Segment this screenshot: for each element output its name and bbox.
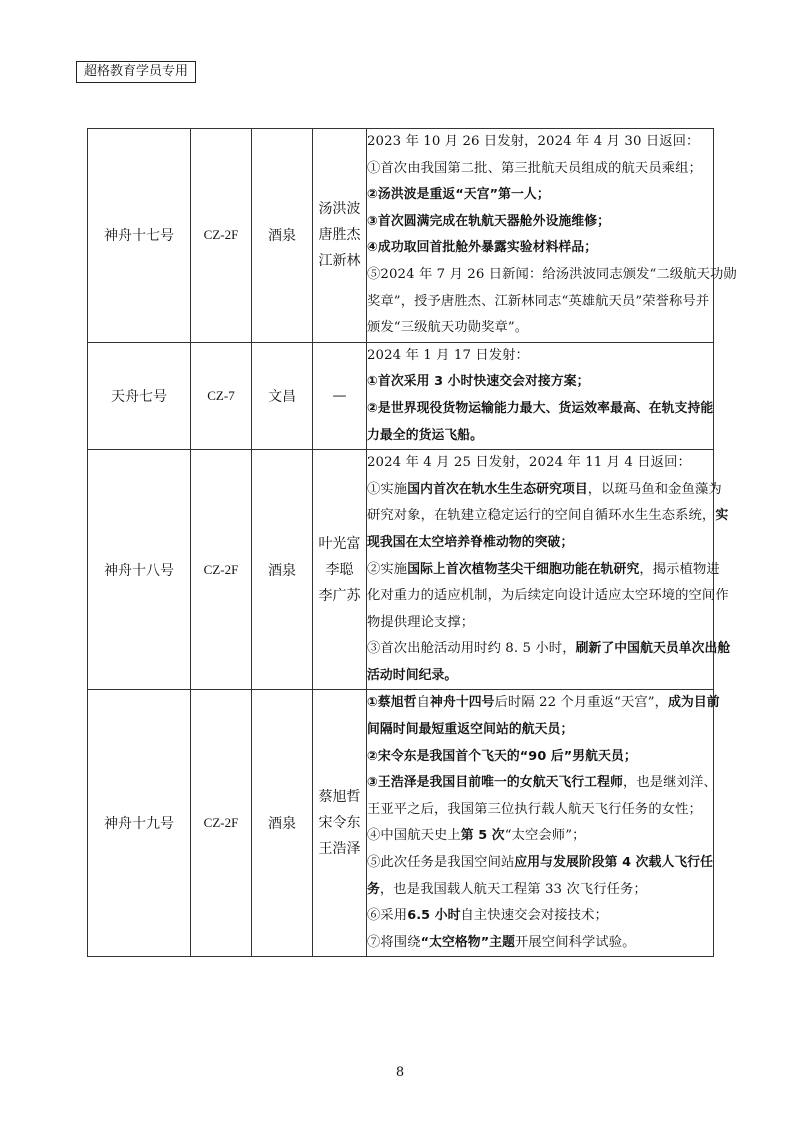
note-line	[367, 690, 720, 717]
note-text: ，揭示植物进	[639, 561, 720, 577]
note-line	[367, 477, 722, 504]
note-text: 奖章”，授予唐胜杰、江新林同志“英雄航天员”荣誉称号并	[367, 293, 710, 309]
notes-cell	[367, 129, 737, 343]
note-text-bold: 务	[367, 881, 380, 897]
launch-site: 酒泉	[252, 129, 313, 343]
note-line	[367, 530, 713, 557]
note-text-bold: ③王浩泽是我国目前唯一的女航天飞行工程师	[367, 775, 623, 791]
note-text: ①实施	[367, 481, 408, 497]
note-line	[367, 209, 713, 236]
note-text: 王亚平之后，我国第三位执行载人航天飞行任务的女性；	[367, 801, 702, 817]
note-line	[367, 423, 713, 450]
note-text-bold: 应用与发展阶段第 4 次载人飞行任	[514, 855, 714, 871]
crew-member: 江新林	[318, 253, 361, 270]
note-text: 后时隔 22 个月重返“天宫”，	[494, 695, 669, 711]
mission-name: 神舟十九号	[88, 690, 191, 957]
notes-cell	[367, 450, 731, 690]
note-text: 2023 年 10 月 26 日发射，2024 年 4 月 30 日返回：	[367, 134, 700, 149]
note-line	[367, 129, 713, 156]
note-text-bold: 现我国在太空培养脊椎动物的突破；	[367, 534, 574, 550]
note-text: 颁发“三级航天功勋奖章”。	[367, 320, 529, 336]
rocket-model: CZ-7	[191, 342, 252, 449]
mission-name: 天舟七号	[88, 342, 191, 449]
note-text-bold: 活动时间纪录。	[367, 667, 458, 683]
note-line	[367, 235, 713, 262]
note-line	[367, 369, 713, 396]
note-text: 2024 年 4 月 25 日发射，2024 年 11 月 4 日返回：	[367, 455, 691, 471]
header-label: 超格教育学员专用	[76, 61, 196, 83]
note-text: 化对重力的适应机制，为后续定向设计适应太空环境的空间作	[367, 588, 729, 604]
note-text: ，以斑马鱼和金鱼藻为	[587, 481, 722, 497]
note-text-bold: ①首次采用 3 小时快速交会对接方案；	[367, 374, 590, 390]
note-text: ，也是继刘洋、	[622, 775, 717, 791]
note-line	[367, 289, 713, 316]
note-text: “太空会师”；	[504, 828, 586, 844]
note-line	[367, 503, 729, 530]
note-text-bold: 6.5 小时	[407, 908, 461, 924]
mission-name: 神舟十八号	[88, 450, 191, 690]
crew-member: 叶光富	[318, 535, 361, 552]
note-text-bold: ①蔡旭哲	[367, 695, 417, 711]
note-text-bold: 刷新了中国航天员单次出舱	[575, 641, 731, 657]
note-text: 自主快速交会对接技术；	[460, 908, 608, 924]
note-text-bold: “太空格物”主题	[420, 934, 515, 950]
crew-member: —	[332, 387, 347, 404]
crew-cell	[313, 450, 367, 690]
note-line	[367, 610, 713, 637]
notes-cell	[367, 342, 714, 449]
note-line	[367, 903, 713, 930]
note-text: 研究对象，在轨建立稳定运行的空间自循环水生生态系统，	[367, 508, 716, 524]
rocket-model: CZ-2F	[191, 450, 252, 690]
note-text-bold: 实	[715, 508, 729, 524]
note-text: ②实施	[367, 561, 408, 577]
table-row	[88, 342, 714, 449]
crew-cell	[313, 342, 367, 449]
note-text: 开展空间科学试验。	[515, 934, 636, 950]
note-text-bold: 力最全的货运飞船。	[367, 427, 484, 443]
note-text-bold: 国内首次在轨水生生态研究项目	[407, 481, 588, 497]
table-row	[88, 129, 714, 343]
note-text: 自	[416, 695, 431, 711]
note-text: ①首次由我国第二批、第三批航天员组成的航天员乘组；	[367, 160, 702, 176]
rocket-model: CZ-2F	[191, 690, 252, 957]
launch-site: 酒泉	[252, 450, 313, 690]
note-text-bold: 成为目前	[668, 695, 720, 711]
note-text-bold: 第 5 次	[460, 828, 505, 844]
crew-member: 宋令东	[318, 815, 361, 832]
launch-site: 酒泉	[252, 690, 313, 957]
note-text-bold: 神舟十四号	[430, 695, 495, 711]
crew-member: 唐胜杰	[318, 227, 361, 244]
note-line	[367, 343, 713, 370]
note-line	[367, 450, 713, 477]
note-line	[367, 823, 713, 850]
note-text: ③首次出舱活动用时约 8. 5 小时，	[367, 641, 576, 657]
note-text-bold: 国际上首次植物茎尖干细胞功能在轨研究	[407, 561, 640, 577]
note-line	[367, 396, 713, 423]
crew-member: 汤洪波	[318, 201, 361, 218]
crew-member: 李广苏	[318, 587, 361, 604]
note-line	[367, 583, 729, 610]
note-text-bold: ③首次圆满完成在轨航天器舱外设施维修；	[367, 213, 611, 229]
crew-cell	[313, 129, 367, 343]
note-line	[367, 315, 713, 342]
crew-member: 王浩泽	[318, 841, 361, 858]
note-line	[367, 930, 713, 957]
note-text: ④中国航天史上	[367, 828, 461, 844]
note-line	[367, 877, 713, 904]
rocket-model: CZ-2F	[191, 129, 252, 343]
note-text: ⑤此次任务是我国空间站	[367, 855, 515, 871]
note-text: ，也是我国载人航天工程第 33 次飞行任务；	[379, 881, 647, 897]
crew-member: 蔡旭哲	[318, 789, 361, 806]
note-text: ⑤2024 年 7 月 26 日新闻：给汤洪波同志颁发“二级航天功勋	[367, 266, 737, 282]
note-text-bold: ②汤洪波是重返“天宫”第一人；	[367, 187, 550, 203]
table-row	[88, 690, 714, 957]
mission-name: 神舟十七号	[88, 129, 191, 343]
note-line	[367, 850, 713, 877]
note-line	[367, 182, 713, 209]
note-line	[367, 797, 713, 824]
note-line	[367, 156, 713, 183]
note-line	[367, 636, 731, 663]
mission-table	[87, 128, 737, 957]
note-text-bold: ④成功取回首批舱外暴露实验材料样品；	[367, 240, 598, 256]
note-text-bold: ②是世界现役货物运输能力最大、货运效率最高、在轨支持能	[367, 400, 714, 416]
crew-cell	[313, 690, 367, 957]
note-text: ⑦将围绕	[367, 934, 421, 950]
note-text: 2024 年 1 月 17 日发射：	[367, 347, 529, 363]
note-text-bold: 间隔时间最短重返空间站的航天员；	[367, 722, 574, 738]
note-line	[367, 262, 737, 289]
note-line	[367, 557, 720, 584]
note-text: ⑥采用	[367, 908, 408, 924]
page-number: 8	[395, 1065, 405, 1080]
note-line	[367, 770, 717, 797]
note-line	[367, 717, 713, 744]
launch-site: 文昌	[252, 342, 313, 449]
crew-member: 李聪	[325, 561, 354, 578]
note-text-bold: ②宋令东是我国首个飞天的“90 后”男航天员；	[367, 748, 637, 764]
notes-cell	[367, 690, 720, 957]
table-row	[88, 450, 714, 690]
note-text: 物提供理论支撑；	[367, 614, 475, 630]
note-line	[367, 744, 713, 771]
note-line	[367, 663, 713, 690]
